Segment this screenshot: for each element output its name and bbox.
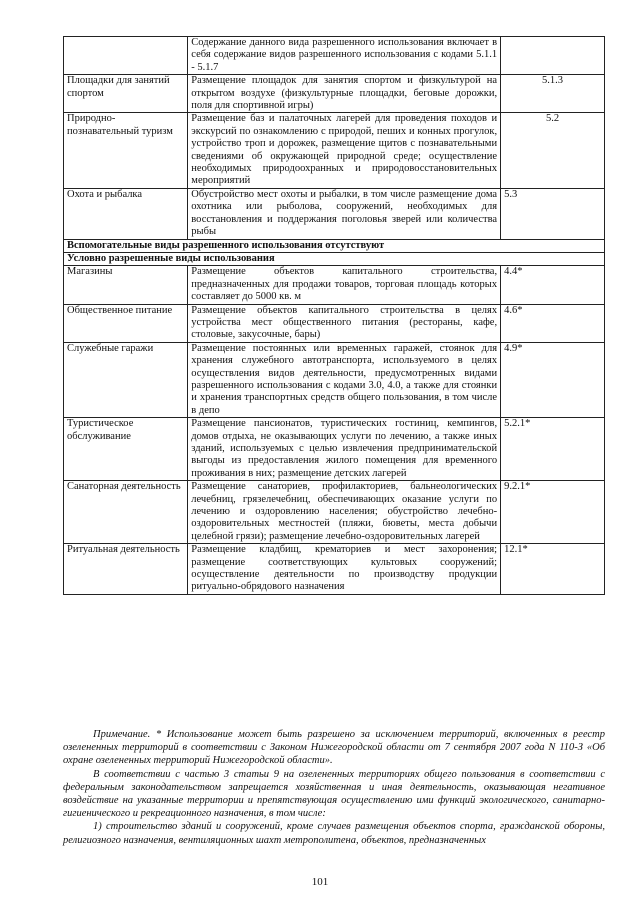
use-code: 4.4* [501, 266, 605, 304]
use-code: 5.3 [501, 188, 605, 239]
use-code: 4.6* [501, 304, 605, 342]
use-code: 12.1* [501, 544, 605, 595]
table-row [64, 75, 605, 113]
section-row [64, 252, 605, 265]
use-code: 9.2.1* [501, 481, 605, 544]
table-row [64, 304, 605, 342]
use-name: Санаторная деятельность [64, 481, 188, 544]
use-name: Ритуальная деятельность [64, 544, 188, 595]
section-heading-auxiliary: Вспомогательные виды разрешенного использования отсутствуют [64, 239, 605, 252]
table-row [64, 418, 605, 481]
land-use-table [63, 36, 605, 595]
use-name: Площадки для занятий спортом [64, 75, 188, 113]
use-code: 4.9* [501, 342, 605, 417]
table-row [64, 37, 605, 75]
use-description: Обустройство мест охоты и рыбалки, в том числе размещение дома охотника или рыболова, сооружений, необходимых для восстановления и поддержания поголовья зверей или количества рыбы [188, 188, 501, 239]
use-name: Охота и рыбалка [64, 188, 188, 239]
note-paragraph: 1) строительство зданий и сооружений, кроме случаев размещения объектов спорта, гражданской обороны, религиозного назначения, вентиляционных шахт метрополитена, объектов, предназначенных [63, 821, 605, 846]
use-description: Размещение санаториев, профилакториев, бальнеологических лечебниц, грязелечебниц, обеспечивающих оказание услуги по лечению и оздоровлению населения; обустройство лечебно-оздоровительных местностей (пляжи, бюветы, места добычи целебной грязи); размещение лечебно-оздоровительных лагерей [188, 481, 501, 544]
use-name: Природно-познавательный туризм [64, 113, 188, 188]
table-row [64, 188, 605, 239]
use-description: Содержание данного вида разрешенного использования включает в себя содержание видов разрешенного использования с кодами 5.1.1 - 5.1.7 [188, 37, 501, 75]
use-name [64, 37, 188, 75]
use-description: Размещение пансионатов, туристических гостиниц, кемпингов, домов отдыха, не оказывающих услуги по лечению, а также иных зданий, используемых с целью извлечения предпринимательской выгоды из предоставления жилого помещения для временного проживания в них; размещение детских лагерей [188, 418, 501, 481]
use-description: Размещение объектов капитального строительства, предназначенных для продажи товаров, торговая площадь которых составляет до 5000 кв. м [188, 266, 501, 304]
table-row [64, 342, 605, 417]
use-code: 5.2.1* [501, 418, 605, 481]
use-code [501, 37, 605, 75]
use-description: Размещение площадок для занятия спортом и физкультурой на открытом воздухе (физкультурные площадки, беговые дорожки, поля для спортивной игры) [188, 75, 501, 113]
table-row [64, 113, 605, 188]
use-code: 5.2 [501, 113, 605, 188]
section-row [64, 239, 605, 252]
use-description: Размещение постоянных или временных гаражей, стоянок для хранения служебного автотранспорта, используемого в целях осуществления видов деятельности, предусмотренных видами разрешенного использования с кодами 3.0, 4.0, а также для стоянки и хранения транспортных средств общего пользования, в том числе в депо [188, 342, 501, 417]
table-row [64, 544, 605, 595]
use-code: 5.1.3 [501, 75, 605, 113]
use-name: Магазины [64, 266, 188, 304]
use-name: Служебные гаражи [64, 342, 188, 417]
section-heading-conditional: Условно разрешенные виды использования [64, 252, 605, 265]
use-name: Общественное питание [64, 304, 188, 342]
page-number: 101 [311, 876, 329, 888]
note-paragraph: В соответствии с частью 3 статьи 9 на озелененных территориях общего пользования в соответствии с федеральным законодательством запрещается хозяйственная и иная деятельность, оказывающая негативное воздействие на указанные территории и препятствующая осуществлению ими функций экологического, санитарно-гигиенического и рекреационного назначения, в том числе: [63, 768, 605, 820]
use-description: Размещение объектов капитального строительства в целях устройства мест общественного питания (рестораны, кафе, столовые, закусочные, бары) [188, 304, 501, 342]
use-name: Туристическое обслуживание [64, 418, 188, 481]
table-row [64, 266, 605, 304]
use-description: Размещение баз и палаточных лагерей для проведения походов и экскурсий по ознакомлению с природой, пеших и конных прогулок, устройство троп и дорожек, размещение щитов с познавательными сведениями об окружающей природной среде; осуществление необходимых природоохранных и природовосстановительных мероприятий [188, 113, 501, 188]
table-row [64, 481, 605, 544]
note-paragraph: Примечание. * Использование может быть разрешено за исключением территорий, включенных в реестр озелененных территорий в соответствии с Законом Нижегородской области от 7 сентября 2007 года N 110-З «Об охране озелененных территорий Нижегородской области». [63, 729, 605, 767]
use-description: Размещение кладбищ, крематориев и мест захоронения; размещение соответствующих культовых сооружений; осуществление деятельности по производству продукции ритуально-обрядового назначения [188, 544, 501, 595]
notes-block [63, 728, 605, 847]
